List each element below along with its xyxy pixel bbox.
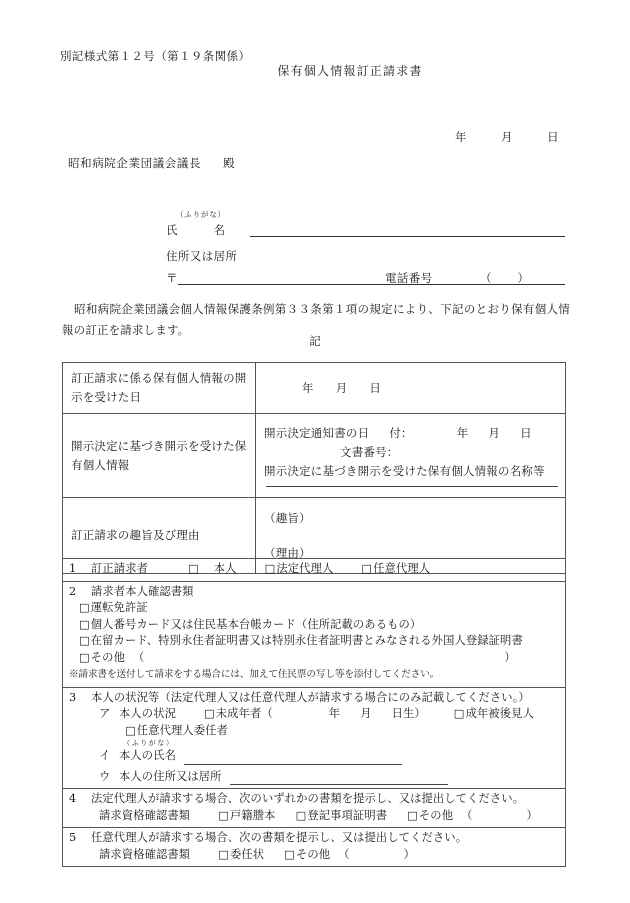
item3-sub-c-row[interactable] [69,765,559,786]
page-title: 保有個人情報訂正請求書 [277,64,423,78]
item1-option-self: 本人 [213,562,237,575]
request-statement: 昭和病院企業団議会個人情報保護条例第３３条第１項の規定により、下記のとおり保有個人情報の訂正を請求します。 [62,302,570,337]
tel-paren-open: （ [480,271,492,285]
item3-sub-b-marker: イ [99,749,111,762]
item3-adult-ward-option: 成年被後見人 [465,707,534,720]
checkbox-item5-other[interactable]: □ [284,847,295,861]
name-label-second: 名 [213,223,225,237]
telephone-label: 電話番号 [385,271,433,285]
checkbox-residence-card[interactable]: □ [79,634,90,647]
item3-minor-paren-open: （ [261,707,273,720]
disclosed-info-name-rule[interactable] [266,486,558,487]
checkbox-minor[interactable]: □ [204,707,215,720]
item4-label: 法定代理人が請求する場合、次のいずれかの書類を提示し、又は提出してください。 [91,792,525,805]
checkbox-mynumber-card[interactable]: □ [79,617,90,631]
item3-minor-year: 年 [328,707,341,720]
item1-label: 訂正請求者 [91,562,148,575]
item3-cell[interactable] [63,687,566,789]
item5-option-1: 委任状 [229,847,265,861]
table-row [63,363,566,414]
document-number-label: 文書番号： [340,445,399,459]
name-input-rule[interactable] [250,236,565,237]
addressee-honorific: 殿 [223,156,236,170]
main-information-table [62,362,566,574]
name-label [166,222,225,238]
item3-sub-a-row[interactable] [69,706,559,723]
item4-other-label: その他 [418,808,454,822]
item3-sub-a-marker: ア [99,707,111,720]
item2-paren-close: ） [504,650,516,664]
item2-label: 請求者本人確認書類 [91,584,194,598]
item3-voluntary-row[interactable] [69,723,559,740]
item3-sub-c-label: 本人の住所又は居所 [119,769,222,783]
item3-minor-month: 月 [360,707,372,720]
item5-heading [69,830,559,847]
item1-cell[interactable] [63,559,566,582]
item3-sub-a-label: 本人の状況 [119,707,176,720]
item2-number: 2 [69,584,77,598]
item2-paren-open: （ [132,650,145,664]
item5-number: 5 [69,831,77,844]
item4-heading [69,791,559,808]
postal-code-icon: 〒 [166,271,178,285]
notice-date-colon: 付： [389,426,413,440]
checkbox-other-document[interactable]: □ [79,650,90,664]
disclosed-info-name-label: 開示決定に基づき開示を受けた保有個人情報の名称等 [264,464,545,478]
item4-options-row[interactable] [69,808,559,825]
table-row [63,789,566,828]
item3-sub-c-marker: ウ [99,769,111,783]
disclosure-received-date-label: 訂正請求に係る保有個人情報の開示を受けた日 [63,363,256,414]
date-year-label: 年 [455,130,467,144]
item1-option-voluntary-agent: 任意代理人 [373,562,431,575]
tel-paren-close: ） [517,271,529,285]
addressee [68,155,235,171]
date-month-label: 月 [501,130,513,144]
item2-option-1: 運転免許証 [90,601,148,614]
table-row [63,828,566,867]
date-day-label: 日 [547,130,559,144]
item4-number: 4 [69,792,77,805]
item4-option-2: 登記事項証明書 [307,808,388,822]
item3-heading [69,690,559,707]
item1-number: 1 [69,562,77,575]
checkbox-item4-other[interactable]: □ [407,808,418,822]
checkbox-registry-certificate[interactable]: □ [295,808,307,822]
item2-heading [69,584,559,601]
disclosed-info-name-row [264,462,557,481]
item3-minor-option: 未成年者 [215,707,262,720]
row1-year: 年 [302,380,314,395]
item5-cell[interactable] [63,828,566,867]
purpose-reason-label: 訂正請求の趣旨及び理由 [63,498,256,574]
checkbox-voluntary-delegator[interactable]: □ [125,723,136,737]
item2-other-row[interactable] [69,650,559,667]
disclosed-info-value[interactable] [256,414,566,498]
checkbox-legal-agent[interactable]: □ [264,562,276,575]
item3-furigana-label: （ふりがな） [123,739,175,747]
item2-option-row-3[interactable] [69,633,559,650]
name-label-first: 氏 [166,223,178,237]
item4-paren-close: ） [526,808,538,822]
telephone-input[interactable] [480,270,529,286]
item3-sub-b-row[interactable] [69,748,559,765]
item4-paren-open: （ [461,808,473,822]
item3-sub-b-label: 本人の氏名 [119,749,176,762]
table-row [63,581,566,687]
supplementary-checklist-table [62,558,566,867]
item2-cell[interactable] [63,581,566,687]
submission-date-line [455,129,559,145]
item3-label: 本人の状況等（法定代理人又は任意代理人が請求する場合にのみ記載してください。） [91,690,530,704]
checkbox-adult-ward[interactable]: □ [453,707,465,720]
disclosure-received-date-value[interactable] [256,363,566,414]
item4-qualification-label: 請求資格確認書類 [99,808,191,822]
checkbox-power-of-attorney[interactable]: □ [218,847,229,861]
addressee-name: 昭和病院企業団議会議長 [68,156,202,170]
item2-option-row-2[interactable] [69,617,559,634]
item3-voluntary-option: 任意代理人委任者 [136,723,228,737]
notice-date-label: 開示決定通知書の日 [264,426,370,440]
item2-option-row-1[interactable] [69,600,559,617]
item2-option-2: 個人番号カード又は住民基本台帳カード（住所記載のあるもの） [90,617,422,631]
table-row [63,687,566,789]
checkbox-self[interactable]: □ [188,562,199,575]
item3-name-input-rule[interactable] [184,753,402,765]
ki-mark: 記 [309,334,321,348]
item1-option-legal-agent: 法定代理人 [276,562,334,575]
item4-option-1: 戸籍謄本 [229,808,276,822]
checkbox-family-register[interactable]: □ [218,808,229,822]
notice-year: 年 [456,426,469,440]
item3-minor-day-birth: 日生） [391,707,426,720]
document-number-row[interactable] [264,443,557,462]
checkbox-voluntary-agent[interactable]: □ [361,562,373,575]
item5-qualification-label: 請求資格確認書類 [99,847,191,861]
notice-date-row [264,424,557,443]
item3-address-input-rule[interactable] [230,773,448,785]
reason-label: （理由） [264,545,311,560]
row1-day: 日 [369,380,382,395]
item2-other-label: その他 [90,650,125,664]
address-label: 住所又は居所 [166,249,238,263]
item2-option-3: 在留カード、特別永住者証明書又は特別永住者証明書とみなされる外国人登録証明書 [90,634,523,647]
notice-day: 日 [520,426,532,440]
item5-paren-close: ） [403,847,415,861]
table-row [63,559,566,582]
item5-paren-open: （ [338,847,350,861]
disclosed-info-label: 開示決定に基づき開示を受けた保有個人情報 [63,414,256,498]
item5-options-row[interactable] [69,847,559,864]
item4-cell[interactable] [63,789,566,828]
notice-month: 月 [488,426,501,440]
form-number: 別記様式第１２号（第１９条関係） [60,49,251,63]
checkbox-drivers-license[interactable]: □ [79,601,90,614]
item5-label: 任意代理人が請求する場合、次の書類を提示し、又は提出してください。 [91,831,468,844]
item5-other-label: その他 [295,847,331,861]
table-row [63,414,566,498]
name-furigana-label: （ふりがな） [176,210,226,219]
item3-number: 3 [69,690,77,704]
item2-note: ※請求書を送付して請求をする場合には、加えて住民票の写し等を添付してください。 [69,669,440,680]
purpose-label: （趣旨） [264,510,311,525]
row1-month: 月 [335,380,348,395]
